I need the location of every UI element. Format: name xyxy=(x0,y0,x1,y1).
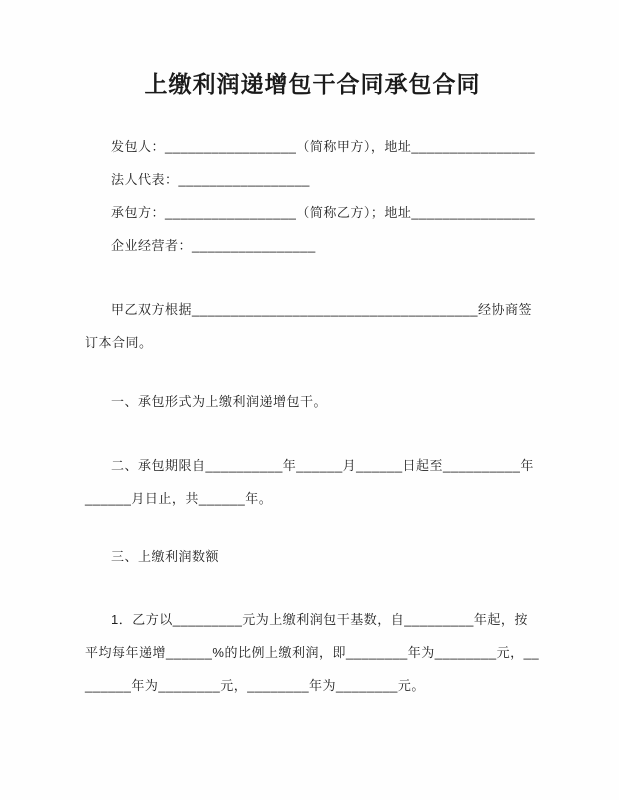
clause-1-profit-base: 1．乙方以_________元为上缴利润包干基数，自_________年起，按平均每年递增______%的比例上缴利润，即________年为________元，________年为________元，________年为________元。 xyxy=(85,612,540,693)
party-line-employer: 发包人：_________________（简称甲方），地址________________ xyxy=(111,139,536,154)
parties-block xyxy=(85,130,540,262)
party-line-contractor: 承包方：_________________（简称乙方）；地址________________ xyxy=(111,205,536,220)
section-3-profit-amount-heading: 三、上缴利润数额 xyxy=(111,549,220,564)
contract-content xyxy=(85,0,540,702)
section-2-contract-term: 二、承包期限自__________年______月______日起至__________年______月日止，共______年。 xyxy=(85,458,534,506)
section-1-contract-form: 一、承包形式为上缴利润递增包干。 xyxy=(111,394,328,409)
document-title: 上缴利润递增包干合同承包合同 xyxy=(144,71,481,97)
party-line-enterprise-operator: 企业经营者：________________ xyxy=(111,238,316,253)
party-line-legal-representative: 法人代表：_________________ xyxy=(111,172,310,187)
intro-paragraph: 甲乙双方根据_____________________________________经协商签订本合同。 xyxy=(85,302,533,350)
